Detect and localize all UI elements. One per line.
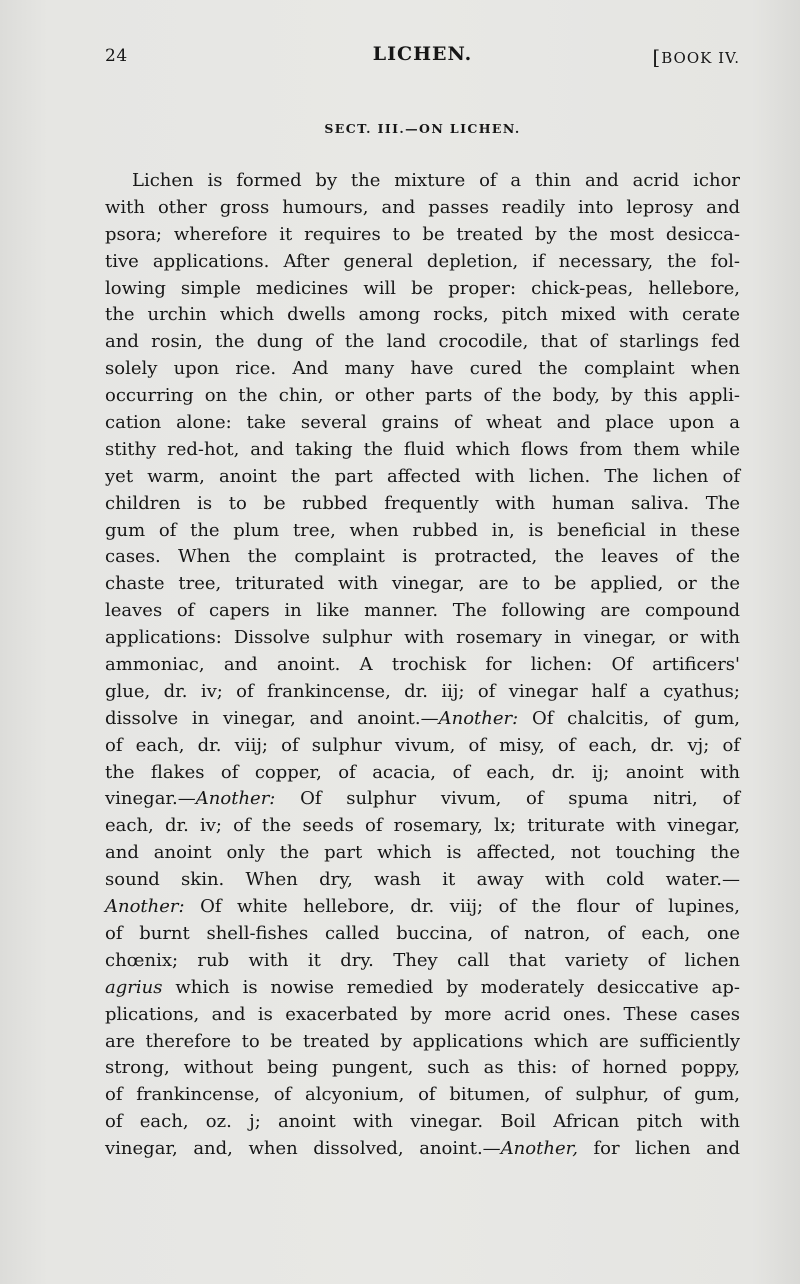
page-header (105, 42, 740, 72)
text-line: psora; wherefore it requires to be treated by the most desicca- (105, 223, 740, 245)
italic-term: Another: (195, 788, 276, 810)
text-line: stithy red-hot, and taking the fluid which flows from them while (105, 438, 740, 460)
body-text (105, 168, 740, 1163)
text-line: with other gross humours, and passes readily into leprosy and (105, 196, 740, 218)
text-line: lowing simple medicines will be proper: chick-peas, hellebore, (105, 277, 740, 299)
text-line: chaste tree, triturated with vinegar, are to be applied, or the (105, 573, 740, 595)
text-segment: dissolve in vinegar, and anoint.— (105, 707, 439, 729)
text-segment: vinegar.— (105, 788, 196, 810)
book-bracket: [ (652, 45, 662, 69)
text-segment: vinegar, and, when dissolved, anoint.— (105, 1138, 501, 1160)
text-line: each, dr. iv; of the seeds of rosemary, lx; triturate with vinegar, (105, 815, 740, 837)
text-line: children is to be rubbed frequently with human saliva. The (105, 492, 740, 514)
text-line: solely upon rice. And many have cured the complaint when (105, 358, 740, 380)
text-line: the urchin which dwells among rocks, pitch mixed with cerate (105, 304, 740, 326)
text-line: Lichen is formed by the mixture of a thin and acrid ichor (132, 170, 740, 191)
text-line (105, 786, 740, 813)
text-line (105, 975, 740, 1002)
text-line: applications: Dissolve sulphur with rosemary in vinegar, or with (105, 627, 740, 649)
text-line: sound skin. When dry, wash it away with cold water.— (105, 869, 740, 891)
page-number: 24 (105, 46, 128, 66)
text-line (105, 894, 740, 921)
text-line: of each, dr. viij; of sulphur vivum, of misy, of each, dr. vj; of (105, 734, 740, 756)
text-line (105, 1136, 740, 1163)
text-line: and anoint only the part which is affected, not touching the (105, 842, 740, 864)
text-segment: which is nowise remedied by moderately desiccative ap- (162, 976, 740, 998)
book-label: BOOK IV. (661, 49, 740, 67)
italic-term: Another: (105, 896, 185, 918)
text-segment: for lichen and (577, 1138, 740, 1160)
text-line: chœnix; rub with it dry. They call that variety of lichen (105, 949, 740, 971)
text-line (105, 706, 740, 733)
text-line: and rosin, the dung of the land crocodile, that of starlings fed (105, 331, 740, 353)
text-line: cases. When the complaint is protracted, the leaves of the (105, 546, 740, 568)
italic-term: Another, (500, 1138, 578, 1160)
text-line: cation alone: take several grains of wheat and place upon a (105, 412, 740, 434)
text-line: of each, oz. j; anoint with vinegar. Boil African pitch with (105, 1111, 740, 1133)
text-line: of burnt shell-fishes called buccina, of natron, of each, one (105, 922, 740, 944)
text-segment: Of sulphur vivum, of spuma nitri, of (275, 788, 740, 810)
text-line: yet warm, anoint the part affected with lichen. The lichen of (105, 465, 740, 487)
italic-term: Another: (438, 707, 519, 729)
text-line: of frankincense, of alcyonium, of bitumen, of sulphur, of gum, (105, 1084, 740, 1106)
text-segment: Of chalcitis, of gum, (518, 707, 740, 729)
text-line: gum of the plum tree, when rubbed in, is beneficial in these (105, 519, 740, 541)
running-title: LICHEN. (372, 43, 473, 65)
text-line: ammoniac, and anoint. A trochisk for lichen: Of artificers' (105, 654, 740, 676)
book-reference (652, 45, 740, 69)
text-line: the flakes of copper, of acacia, of each, dr. ij; anoint with (105, 761, 740, 783)
text-line: glue, dr. iv; of frankincense, dr. iij; of vinegar half a cyathus; (105, 680, 740, 702)
text-line: occurring on the chin, or other parts of the body, by this appli- (105, 385, 740, 407)
text-line: tive applications. After general depletion, if necessary, the fol- (105, 250, 740, 272)
text-segment: Of white hellebore, dr. viij; of the flour of lupines, (184, 896, 740, 918)
text-line: leaves of capers in like manner. The following are compound (105, 600, 740, 622)
text-line: are therefore to be treated by applications which are sufficiently (105, 1030, 740, 1052)
italic-term: agrius (105, 976, 163, 998)
text-line: strong, without being pungent, such as this: of horned poppy, (105, 1057, 740, 1079)
text-line: plications, and is exacerbated by more acrid ones. These cases (105, 1003, 740, 1025)
section-heading: SECT. III.—ON LICHEN. (324, 121, 521, 136)
